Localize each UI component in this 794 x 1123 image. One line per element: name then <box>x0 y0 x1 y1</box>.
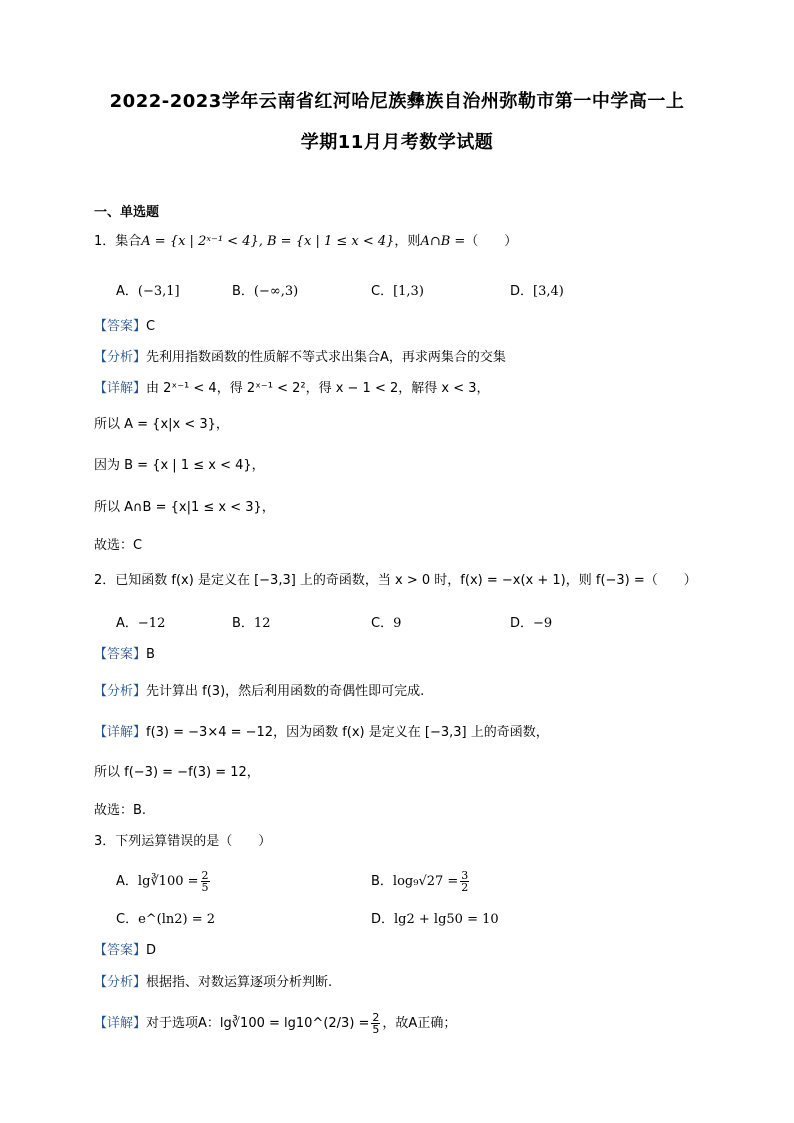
answer-tag: 【答案】 <box>94 647 147 662</box>
q1-detail-line5: 故选：C <box>94 538 143 553</box>
q1-detail-line3: 因为 B = {x | 1 ≤ x < 4}， <box>94 458 265 473</box>
analysis-tag: 【分析】 <box>94 350 147 365</box>
q3-option-b-fraction <box>460 870 469 893</box>
q3-option-a-fraction <box>201 870 210 893</box>
answer-tag: 【答案】 <box>94 943 147 958</box>
document-title-line1: 2022-2023学年云南省红河哈尼族彝族自治州弥勒市第一中学高一上 <box>109 91 685 112</box>
q1-option-c-label: C． <box>371 284 394 299</box>
q1-option-a <box>116 280 180 299</box>
detail-tag: 【详解】 <box>94 725 147 740</box>
q3-option-a-text: lg∛100 = <box>137 874 199 889</box>
q1-answer-value: C <box>146 319 156 334</box>
q2-answer-value: B <box>146 647 155 662</box>
q2-option-b-label: B． <box>232 616 254 631</box>
q3-detail-text: 对于选项A：lg∛100 = lg10^(2/3) = <box>146 1016 370 1031</box>
q1-detail-line4: 所以 A∩B = {x|1 ≤ x < 3}， <box>94 500 275 515</box>
q3-stem: 3．下列运算错误的是（ ） <box>94 834 272 849</box>
detail-tag: 【详解】 <box>94 1016 147 1031</box>
q1-stem-mid: ，则 <box>394 234 421 249</box>
q3-option-b-numerator: 3 <box>461 869 469 882</box>
q1-analysis <box>94 349 506 367</box>
q3-option-c <box>116 908 215 927</box>
q1-option-c <box>371 280 424 299</box>
q1-option-b-text: (−∞,3) <box>253 284 299 299</box>
document-title-line2: 学期11月月考数学试题 <box>300 132 494 153</box>
q2-stem: 2．已知函数 f(x) 是定义在 [−3,3] 上的奇函数，当 x > 0 时，f(x) = −x(x + 1)，则 f(−3) =（ ） <box>94 573 697 588</box>
q1-stem-prefix: 1．集合 <box>94 234 142 249</box>
q3-option-a-label: A． <box>116 874 138 889</box>
q2-analysis-text: 先计算出 f(3)，然后利用函数的奇偶性即可完成. <box>146 684 425 699</box>
q3-analysis-text: 根据指、对数运算逐项分析判断. <box>146 975 333 990</box>
q3-option-d <box>371 908 499 927</box>
q2-option-c-text: 9 <box>393 616 402 631</box>
q3-detail-denominator: 5 <box>372 1023 380 1036</box>
q3-option-b-label: B． <box>371 874 393 889</box>
q1-option-a-label: A． <box>116 284 138 299</box>
q3-detail-suffix: ，故A正确； <box>382 1016 457 1031</box>
q2-option-b <box>232 612 270 631</box>
q1-option-b-label: B． <box>232 284 254 299</box>
q3-detail-numerator: 2 <box>372 1011 380 1024</box>
q1-option-d-text: [3,4) <box>533 284 564 299</box>
q1-stem-math2: A∩B = <box>420 234 466 249</box>
q3-option-c-label: C． <box>116 912 139 927</box>
q3-answer <box>94 942 156 960</box>
q1-answer <box>94 318 155 336</box>
analysis-tag: 【分析】 <box>94 975 147 990</box>
q2-option-a <box>116 612 165 631</box>
analysis-tag: 【分析】 <box>94 684 147 699</box>
q3-option-a-numerator: 2 <box>201 869 209 882</box>
q3-option-b-text: log₉√27 = <box>392 874 459 889</box>
q1-detail <box>94 380 490 398</box>
q2-detail <box>94 724 549 742</box>
q1-analysis-text: 先利用指数函数的性质解不等式求出集合A，再求两集合的交集 <box>146 350 506 365</box>
q1-option-a-text: (−3,1] <box>137 284 180 299</box>
q2-answer <box>94 646 155 664</box>
q2-option-c-label: C． <box>371 616 394 631</box>
q3-option-d-label: D． <box>371 912 395 927</box>
q3-analysis <box>94 974 332 992</box>
section-heading: 一、单选题 <box>94 205 160 220</box>
q2-option-d-label: D． <box>510 616 534 631</box>
q3-option-a-denominator: 5 <box>201 881 209 894</box>
q2-detail-line3: 故选：B. <box>94 803 147 818</box>
q2-option-a-text: −12 <box>137 616 166 631</box>
q2-option-c <box>371 612 401 631</box>
answer-tag: 【答案】 <box>94 319 147 334</box>
q1-detail-line2: 所以 A = {x|x < 3}， <box>94 417 229 432</box>
q2-option-b-text: 12 <box>253 616 271 631</box>
q3-answer-value: D <box>146 943 157 958</box>
q2-detail-line2: 所以 f(−3) = −f(3) = 12， <box>94 765 260 780</box>
q1-option-d <box>510 280 564 299</box>
q1-detail-text: 由 2ˣ⁻¹ < 4，得 2ˣ⁻¹ < 2²，得 x − 1 < 2，解得 x < 3， <box>146 381 490 396</box>
q1-option-c-text: [1,3) <box>393 284 424 299</box>
q3-detail-fraction <box>371 1012 380 1035</box>
q1-stem <box>94 233 517 251</box>
q2-analysis <box>94 683 424 701</box>
q1-option-d-label: D． <box>510 284 534 299</box>
q3-option-a <box>116 870 212 893</box>
q1-option-b <box>232 280 298 299</box>
q2-option-a-label: A． <box>116 616 138 631</box>
q3-option-b-denominator: 2 <box>461 881 469 894</box>
q3-option-c-text: e^(ln2) = 2 <box>138 912 216 927</box>
detail-tag: 【详解】 <box>94 381 147 396</box>
q1-stem-suffix: （ ） <box>465 234 518 249</box>
q2-detail-text: f(3) = −3×4 = −12，因为函数 f(x) 是定义在 [−3,3] 上的奇函数， <box>146 725 549 740</box>
q2-option-d <box>510 612 552 631</box>
q3-option-b <box>371 870 471 893</box>
q2-option-d-text: −9 <box>533 616 553 631</box>
q3-detail <box>94 1012 456 1035</box>
q1-stem-math: A = {x | 2ˣ⁻¹ < 4}, B = {x | 1 ≤ x < 4} <box>141 234 395 249</box>
q3-option-d-text: lg2 + lg50 = 10 <box>394 912 499 927</box>
